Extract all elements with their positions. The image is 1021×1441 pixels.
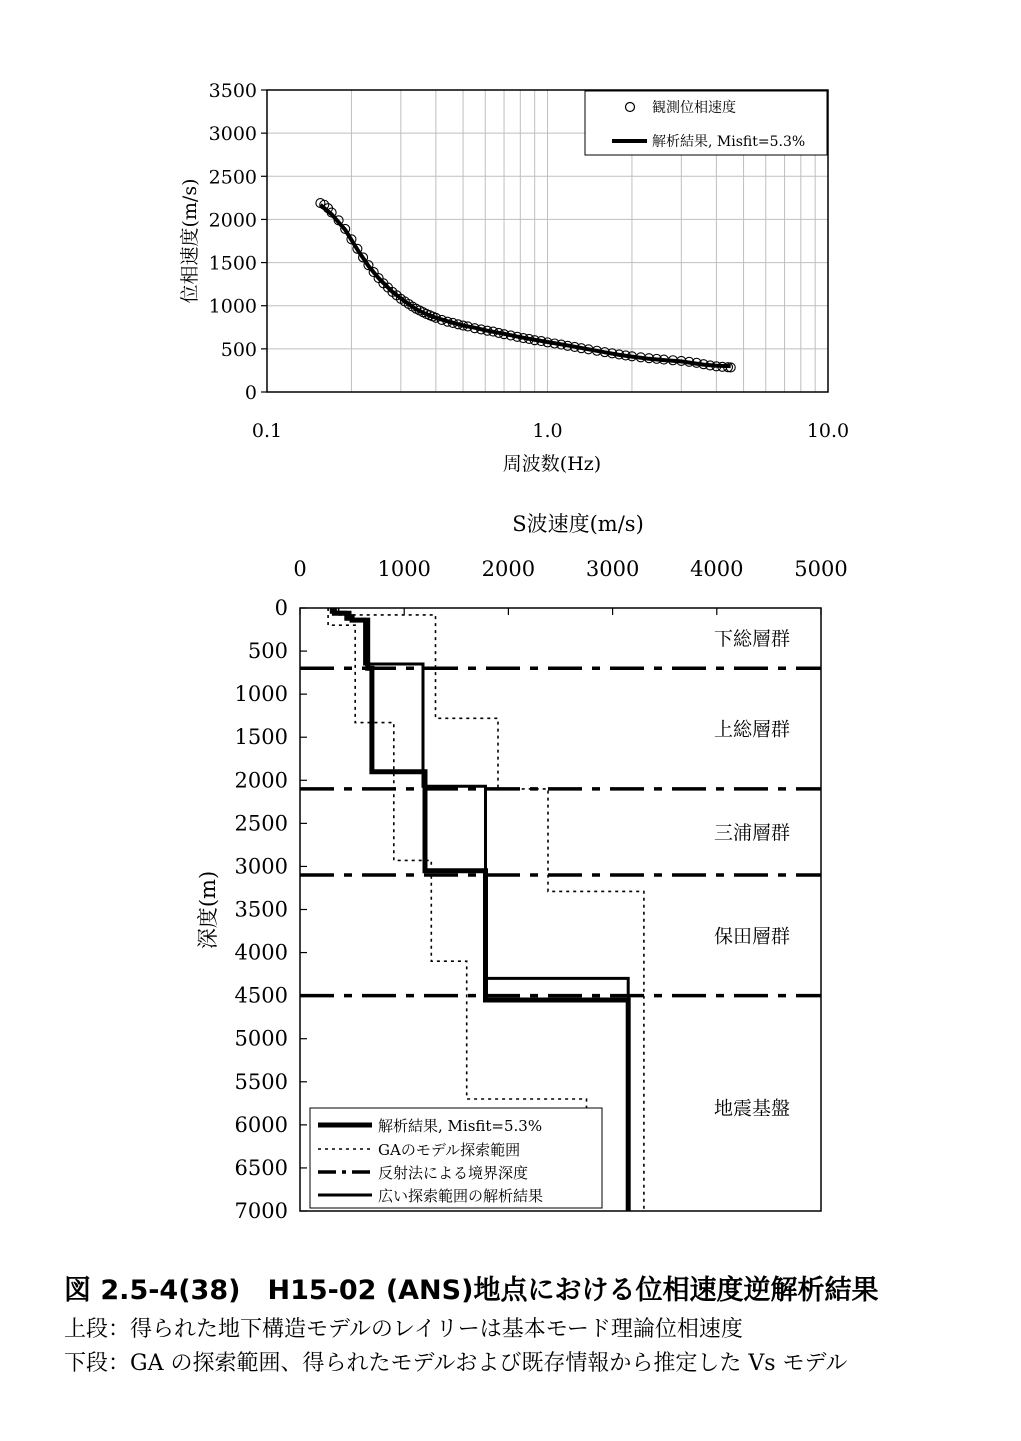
x-tick-label: 2000 [481, 557, 536, 581]
x-tick-label: 3000 [585, 557, 640, 581]
y-tick-label: 4500 [234, 983, 288, 1008]
layer-label: 地震基盤 [713, 1097, 791, 1120]
y-tick-label: 500 [247, 639, 288, 664]
x-tick-label: 1.0 [532, 420, 563, 442]
figure-caption-title: 図 2.5-4(38) H15-02 (ANS)地点における位相速度逆解析結果 [64, 1275, 879, 1306]
y-tick-label: 6000 [234, 1112, 288, 1137]
y-tick-label: 3000 [208, 123, 257, 146]
y-tick-label: 3000 [234, 854, 288, 879]
y-tick-label: 2000 [208, 209, 257, 232]
profile-legend [310, 1108, 602, 1208]
profile-x-ticks [293, 557, 847, 615]
x-tick-label: 5000 [794, 557, 848, 581]
x-tick-label: 0.1 [251, 420, 283, 442]
legend-wide-label: 広い探索範囲の解析結果 [378, 1187, 544, 1205]
y-tick-label: 1500 [234, 725, 288, 750]
y-tick-label: 3500 [234, 897, 288, 922]
y-tick-label: 6500 [234, 1155, 288, 1180]
figure-caption-line-1: 上段：得られた地下構造モデルのレイリーは基本モード理論位相速度 [64, 1317, 743, 1342]
y-tick-label: 3500 [208, 80, 257, 102]
x-tick-label: 10.0 [806, 420, 850, 442]
velocity-profile-chart [196, 512, 848, 1223]
legend-ga-label: GAのモデル探索範囲 [378, 1141, 521, 1159]
layer-label: 上総層群 [713, 718, 791, 741]
dispersion-y-ticks [209, 80, 267, 404]
layer-label: 保田層群 [713, 925, 791, 948]
dispersion-x-ticks [252, 420, 849, 442]
layer-label: 三浦層群 [713, 821, 791, 844]
x-tick-label: 1000 [377, 557, 431, 581]
observed-phase-velocity-series [316, 199, 735, 372]
y-tick-label: 2500 [234, 811, 288, 836]
legend-observed-label: 観測位相速度 [652, 100, 736, 116]
dispersion-x-axis-label: 周波数(Hz) [502, 453, 602, 475]
x-tick-label: 4000 [690, 557, 744, 581]
layer-label: 下総層群 [713, 628, 791, 651]
y-tick-label: 1000 [234, 682, 288, 707]
legend-fit-label: 解析結果, Misfit=5.3% [378, 1117, 543, 1135]
dispersion-chart [179, 80, 849, 475]
profile-x-axis-title: S波速度(m/s) [512, 512, 644, 536]
y-tick-label: 1000 [208, 295, 257, 318]
dispersion-legend [585, 91, 827, 155]
profile-y-ticks [235, 596, 307, 1223]
y-tick-label: 500 [220, 338, 257, 361]
profile-y-axis-label: 深度(m) [196, 870, 220, 950]
y-tick-label: 4000 [234, 940, 288, 965]
dispersion-y-axis-label: 位相速度(m/s) [179, 178, 201, 304]
y-tick-label: 5500 [234, 1069, 288, 1094]
y-tick-label: 2000 [234, 768, 288, 793]
x-tick-label: 0 [293, 557, 307, 581]
y-tick-label: 5000 [234, 1026, 288, 1051]
legend-fit-label: 解析結果, Misfit=5.3% [652, 134, 806, 150]
legend-boundary-label: 反射法による境界深度 [378, 1164, 529, 1182]
y-tick-label: 0 [274, 596, 288, 620]
figure-caption-line-2: 下段：GA の探索範囲、得られたモデルおよび既存情報から推定した Vs モデル [64, 1351, 848, 1376]
y-tick-label: 0 [244, 382, 257, 404]
y-tick-label: 1500 [208, 252, 257, 275]
y-tick-label: 7000 [234, 1199, 288, 1223]
y-tick-label: 2500 [208, 166, 257, 189]
